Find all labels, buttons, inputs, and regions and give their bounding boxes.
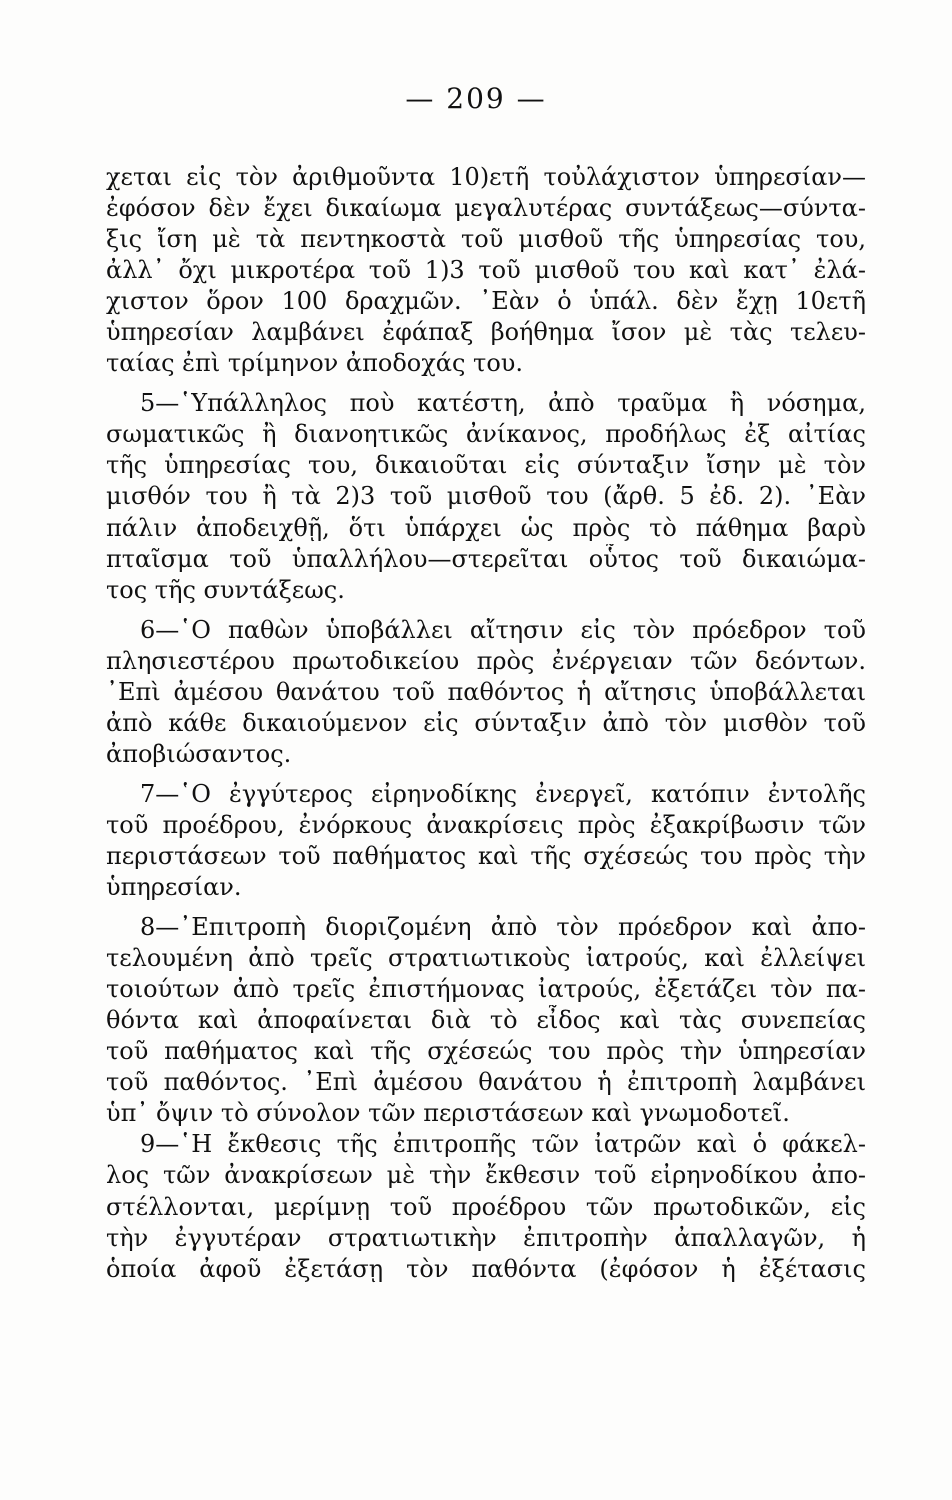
text-line: 7—῾Ο ἐγγύτερος εἰρηνοδίκης ἐνεργεῖ, κατόπιν ἐντολῆς (140, 779, 866, 808)
text-line: ἀποβιώσαντος. (106, 739, 292, 768)
text-line: ᾽Επὶ ἀμέσου θανάτου τοῦ παθόντος ἡ αἴτησις ὑποβάλλεται (106, 677, 866, 706)
text-line: πλησιεστέρου πρωτοδικείου πρὸς ἐνέργειαν τῶν δεόντων. (106, 646, 866, 675)
text-line: ὑπηρεσίαν λαμβάνει ἐφάπαξ βοήθημα ἴσον μὲ τὰς τελευ- (106, 318, 866, 347)
text-line: ὑπηρεσίαν. (106, 873, 242, 902)
text-line: τελουμένη ἀπὸ τρεῖς στρατιωτικοὺς ἰατρούς, καὶ ἐλλείψει (106, 944, 866, 973)
text-line: τοῦ παθόντος. ᾽Επὶ ἀμέσου θανάτου ἡ ἐπιτροπὴ λαμβάνει (106, 1068, 866, 1097)
text-line: στέλλονται, μερίμνῃ τοῦ προέδρου τῶν πρωτοδικῶν, εἰς (106, 1192, 866, 1221)
text-line: 8—᾽Επιτροπὴ διοριζομένη ἀπὸ τὸν πρόεδρον καὶ ἀπο- (140, 913, 866, 942)
text-line: τος τῆς συντάξεως. (106, 575, 345, 604)
text-line: ἐφόσον δὲν ἔχει δικαίωμα μεγαλυτέρας συντάξεως—σύντα- (106, 194, 866, 223)
text-line: ταίας ἐπὶ τρίμηνον ἀποδοχάς του. (106, 349, 523, 378)
text-line: πάλιν ἀποδειχθῇ, ὅτι ὑπάρχει ὡς πρὸς τὸ πάθημα βαρὺ (106, 513, 866, 542)
body-text (106, 162, 866, 1285)
text-line: τοῦ παθήματος καὶ τῆς σχέσεώς του πρὸς τὴν ὑπηρεσίαν (106, 1037, 866, 1066)
text-line: ἀλλ᾽ ὄχι μικροτέρα τοῦ 1)3 τοῦ μισθοῦ του καὶ κατ᾽ ἐλά- (106, 256, 866, 285)
text-line: 5—῾Υπάλληλος ποὺ κατέστη, ἀπὸ τραῦμα ἢ νόσημα, (140, 389, 866, 418)
text-line: ξις ἴση μὲ τὰ πεντηκοστὰ τοῦ μισθοῦ τῆς ὑπηρεσίας του, (106, 225, 866, 254)
text-line: λος τῶν ἀνακρίσεων μὲ τὴν ἔκθεσιν τοῦ εἰρηνοδίκου ἀπο- (106, 1161, 866, 1190)
text-line: θόντα καὶ ἀποφαίνεται διὰ τὸ εἶδος καὶ τὰς συνεπείας (106, 1006, 866, 1035)
page-number: — 209 — (405, 82, 547, 115)
text-line: ὑπ᾽ ὄψιν τὸ σύνολον τῶν περιστάσεων καὶ γνωμοδοτεῖ. (106, 1099, 790, 1128)
text-line: 9—῾Η ἔκθεσις τῆς ἐπιτροπῆς τῶν ἰατρῶν καὶ ὁ φάκελ- (140, 1130, 866, 1159)
text-line: ὁποία ἀφοῦ ἐξετάσῃ τὸν παθόντα (ἐφόσον ἡ ἐξέτασις (106, 1254, 866, 1283)
text-line: σωματικῶς ἢ διανοητικῶς ἀνίκανος, προδήλως ἐξ αἰτίας (106, 420, 866, 449)
text-line: τοιούτων ἀπὸ τρεῖς ἐπιστήμονας ἰατρούς, ἐξετάζει τὸν πα- (106, 975, 866, 1004)
text-line: τῆς ὑπηρεσίας του, δικαιοῦται εἰς σύνταξιν ἴσην μὲ τὸν (106, 451, 866, 480)
text-line: μισθόν του ἢ τὰ 2)3 τοῦ μισθοῦ του (ἄρθ. 5 ἐδ. 2). ᾽Εὰν (106, 482, 866, 511)
text-line: τὴν ἐγγυτέραν στρατιωτικὴν ἐπιτροπὴν ἀπαλλαγῶν, ἡ (106, 1223, 866, 1252)
text-line: 6—῾Ο παθὼν ὑποβάλλει αἴτησιν εἰς τὸν πρόεδρον τοῦ (140, 615, 866, 644)
text-line: περιστάσεων τοῦ παθήματος καὶ τῆς σχέσεώς του πρὸς τὴν (106, 841, 866, 870)
text-line: πταῖσμα τοῦ ὑπαλλήλου—στερεῖται οὗτος τοῦ δικαιώμα- (106, 544, 866, 573)
text-line: τοῦ προέδρου, ἐνόρκους ἀνακρίσεις πρὸς ἐξακρίβωσιν τῶν (106, 810, 866, 839)
text-line: χιστον ὅρον 100 δραχμῶν. ᾽Εὰν ὁ ὑπάλ. δὲν ἔχῃ 10ετῆ (106, 287, 866, 316)
text-line: ἀπὸ κάθε δικαιούμενον εἰς σύνταξιν ἀπὸ τὸν μισθὸν τοῦ (106, 708, 866, 737)
text-line: χεται εἰς τὸν ἀριθμοῦντα 10)ετῆ τοὐλάχιστον ὑπηρεσίαν— (106, 163, 866, 191)
